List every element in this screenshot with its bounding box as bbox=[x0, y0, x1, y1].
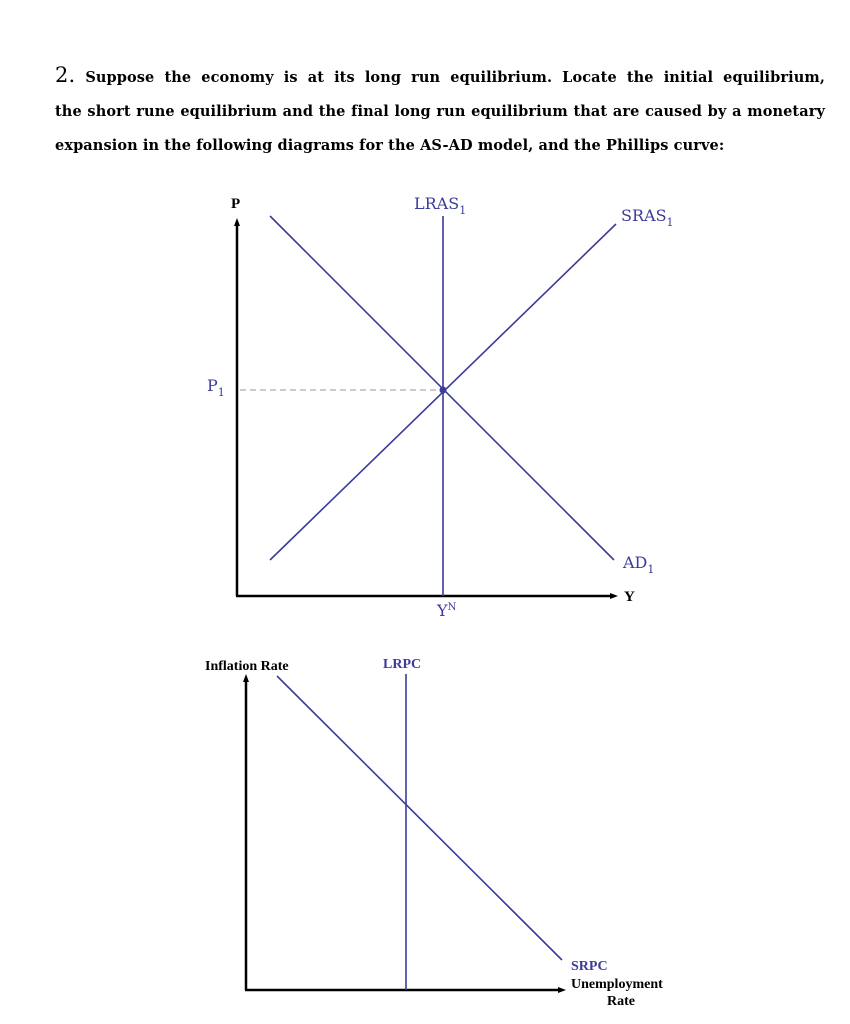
question-line-1: 2. Suppose the economy is at its long run equilibrium. Locate the initial equilibrium, bbox=[55, 63, 825, 87]
price-level-label: $P_1$ bbox=[207, 376, 225, 399]
srpc-curve bbox=[277, 676, 562, 960]
sras-label: $SRAS_1$ bbox=[621, 206, 674, 229]
question-line-3: expansion in the following diagrams for the AS-AD model, and the Phillips curve: bbox=[55, 137, 725, 154]
ad-label: $AD_1$ bbox=[623, 553, 655, 576]
srpc-label: SRPC bbox=[571, 959, 608, 974]
lras-label: $LRAS_1$ bbox=[414, 194, 467, 217]
phillips-x-axis-label-line1: Unemployment bbox=[571, 977, 663, 992]
asad-x-axis-label: Y bbox=[624, 589, 635, 605]
lrpc-label: LRPC bbox=[383, 657, 422, 672]
asad-y-axis-label: P bbox=[231, 196, 241, 212]
question-number: 2. bbox=[55, 63, 76, 87]
question-line-2: the short rune equilibrium and the final long run equilibrium that are caused by a monetary bbox=[55, 103, 825, 120]
phillips-y-axis-label: Inflation Rate bbox=[205, 659, 289, 674]
natural-output-label: $Y^N$ bbox=[437, 601, 457, 620]
initial-equilibrium-point bbox=[440, 387, 447, 394]
phillips-x-axis-label-line2: Rate bbox=[607, 994, 635, 1009]
